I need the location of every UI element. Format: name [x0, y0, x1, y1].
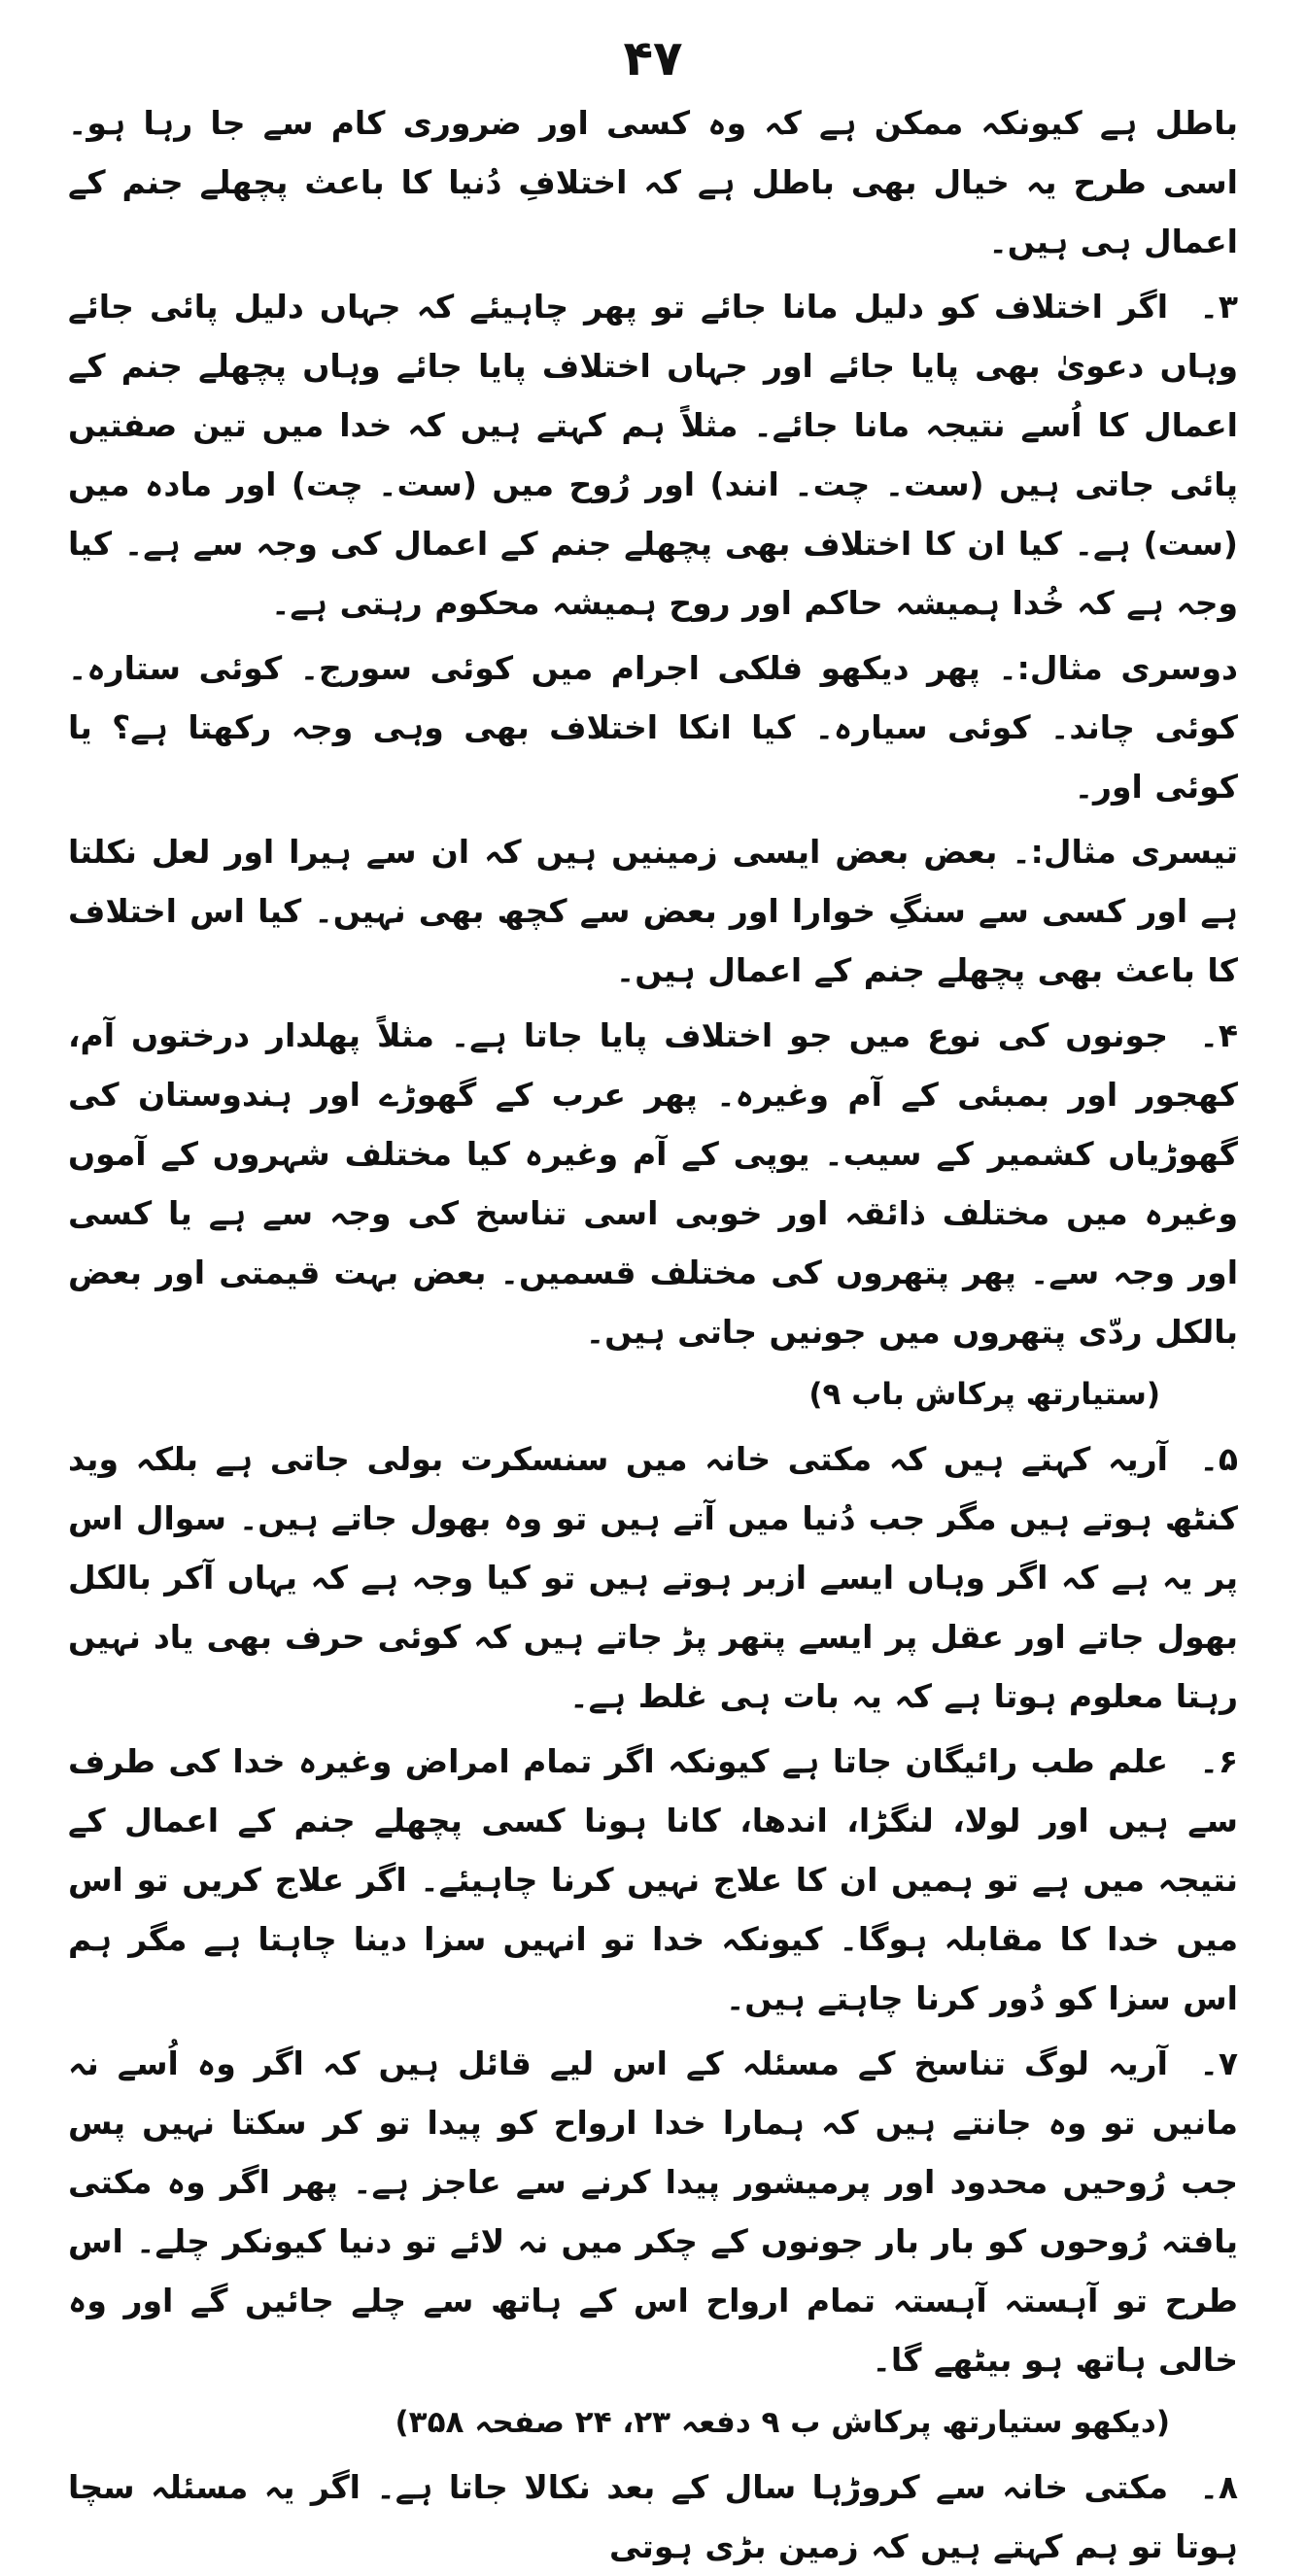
paragraph-text: تیسری مثال:۔ بعض بعض ایسی زمینیں ہیں کہ ان سے ہیرا اور لعل نکلتا ہے اور کسی سے سنگِ خوارا اور بعض سے کچھ بھی نہیں۔ کیا اس اختلاف کا باعث بھی پچھلے جنم کے اعمال ہیں۔ [68, 833, 1238, 989]
reference-citation: (دیکھو ستیارتھ پرکاش ب ۹ دفعہ ۲۳، ۲۴ صفحہ ۳۵۸) [395, 2405, 1170, 2440]
paragraph-third-example [68, 822, 1238, 1000]
paragraph-point-5 [68, 1429, 1238, 1726]
paragraph-number: ۶۔ [1199, 1742, 1238, 1780]
page-number: ۴۷ [623, 30, 683, 86]
paragraph-text: آریہ کہتے ہیں کہ مکتی خانہ میں سنسکرت بولی جاتی ہے بلکہ وید کنٹھ ہوتے ہیں مگر جب دُنیا میں آتے ہیں تو وہ بھول جاتے ہیں۔ سوال اس پر یہ ہے کہ اگر وہاں ایسے ازبر ہوتے ہیں تو کیا وجہ ہے کہ یہاں آکر بالکل بھول جاتے اور عقل پر ایسے پتھر پڑ جاتے ہیں کہ کوئی حرف بھی یاد نہیں رہتا معلوم ہوتا ہے کہ یہ بات ہی غلط ہے۔ [68, 1440, 1238, 1715]
paragraph-point-8 [68, 2457, 1238, 2576]
paragraph-number: ۷۔ [1199, 2044, 1238, 2082]
paragraph-second-example [68, 638, 1238, 816]
paragraph-point-7 [68, 2034, 1238, 2389]
paragraph-text: آریہ لوگ تناسخ کے مسئلہ کے اس لیے قائل ہیں کہ اگر وہ اُسے نہ مانیں تو وہ جانتے ہیں کہ ہمارا خدا ارواح کو پیدا تو کر سکتا نہیں پس جب رُوحیں محدود اور پرمیشور پیدا کرنے سے عاجز ہے۔ پھر اگر وہ مکتی یافتہ رُوحوں کو بار بار جونوں کے چکر میں نہ لائے تو دنیا کیونکر چلے۔ اس طرح تو آہستہ آہستہ تمام ارواح اس کے ہاتھ سے چلے جائیں گے اور وہ خالی ہاتھ ہو بیٹھے گا۔ [68, 2044, 1238, 2379]
paragraph-number: ۳۔ [1199, 288, 1238, 326]
paragraph-point-3 [68, 277, 1238, 633]
paragraph-text: دوسری مثال:۔ پھر دیکھو فلکی اجرام میں کوئی سورج۔ کوئی ستارہ۔ کوئی چاند۔ کوئی سیارہ۔ کیا انکا اختلاف بھی وہی وجہ رکھتا ہے؟ یا کوئی اور۔ [68, 649, 1238, 806]
paragraph-continuation [68, 93, 1238, 271]
paragraph-text: اگر اختلاف کو دلیل مانا جائے تو پھر چاہیئے کہ جہاں دلیل پائی جائے وہاں دعویٰ بھی پایا جائے اور جہاں اختلاف پایا جائے وہاں پچھلے جنم کے اعمال کا اُسے نتیجہ مانا جائے۔ مثلاً ہم کہتے ہیں کہ خدا میں تین صفتیں پائی جاتی ہیں (ست۔ چت۔ انند) اور رُوح میں (ست۔ چت) اور مادہ میں (ست) ہے۔ کیا ان کا اختلاف بھی پچھلے جنم کے اعمال کی وجہ سے ہے۔ کیا وجہ ہے کہ خُدا ہمیشہ حاکم اور روح ہمیشہ محکوم رہتی ہے۔ [68, 288, 1238, 622]
paragraph-number: ۴۔ [1199, 1016, 1238, 1054]
paragraph-number: ۵۔ [1199, 1440, 1238, 1478]
paragraph-point-6 [68, 1732, 1238, 2028]
paragraph-text: باطل ہے کیونکہ ممکن ہے کہ وہ کسی اور ضروری کام سے جا رہا ہو۔ اسی طرح یہ خیال بھی باطل ہے کہ اختلافِ دُنیا کا باعث پچھلے جنم کے اعمال ہی ہیں۔ [68, 104, 1238, 260]
paragraph-point-4 [68, 1006, 1238, 1361]
paragraph-text: مکتی خانہ سے کروڑہا سال کے بعد نکالا جاتا ہے۔ اگر یہ مسئلہ سچا ہوتا تو ہم کہتے ہیں کہ زمین بڑی ہوتی [68, 2468, 1238, 2565]
paragraph-text: جونوں کی نوع میں جو اختلاف پایا جاتا ہے۔ مثلاً پھلدار درختوں آم، کھجور اور بمبئی کے آم وغیرہ۔ پھر عرب کے گھوڑے اور ہندوستان کی گھوڑیاں کشمیر کے سیب۔ یوپی کے آم وغیرہ کیا مختلف شہروں کے آموں وغیرہ میں مختلف ذائقہ اور خوبی اسی تناسخ کی وجہ سے ہے یا کسی اور وجہ سے۔ پھر پتھروں کی مختلف قسمیں۔ بعض بہت قیمتی اور بعض بالکل ردّی پتھروں میں جونیں جاتی ہیں۔ [68, 1016, 1238, 1351]
reference-citation: (ستیارتھ پرکاش باب ۹) [808, 1377, 1160, 1412]
paragraph-text: علم طب رائیگان جاتا ہے کیونکہ اگر تمام امراض وغیرہ خدا کی طرف سے ہیں اور لولا، لنگڑا، اندھا، کانا ہونا کسی پچھلے جنم کے اعمال کے نتیجہ میں ہے تو ہمیں ان کا علاج نہیں کرنا چاہیئے۔ اگر علاج کریں تو اس میں خدا کا مقابلہ ہوگا۔ کیونکہ خدا تو انہیں سزا دینا چاہتا ہے مگر ہم اس سزا کو دُور کرنا چاہتے ہیں۔ [68, 1742, 1238, 2017]
paragraph-number: ۸۔ [1199, 2468, 1238, 2506]
